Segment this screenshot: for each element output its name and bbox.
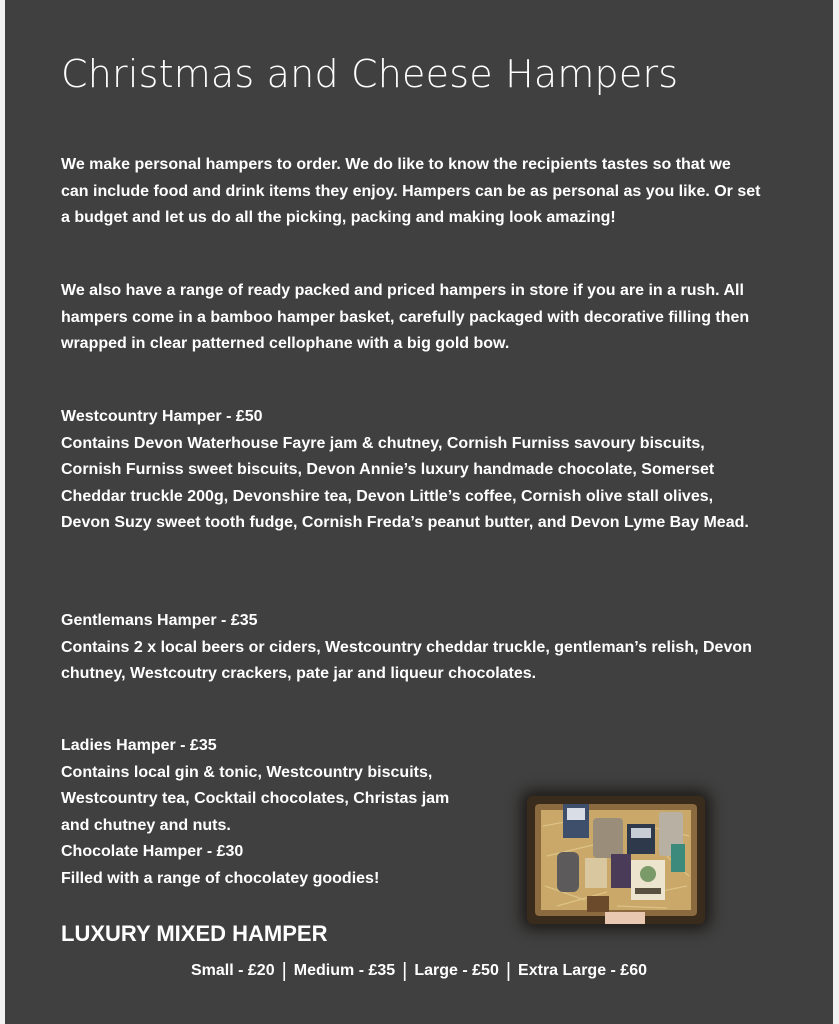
hamper-description: Contains Devon Waterhouse Fayre jam & chutney, Cornish Furniss savoury biscuits, Cornish Furniss sweet biscuits, Devon Annie’s luxury handmade chocolate, Somerset Cheddar truckle 200g, Devonshire tea, Devon Little’s coffee, Cornish olive stall olives, Devon Suzy sweet tooth fudge, Cornish Freda’s peanut butter, and Devon Lyme Bay Mead. xyxy=(61,434,749,531)
hamper-description: Contains 2 x local beers or ciders, Westcountry cheddar truckle, gentleman’s relish, Devon chutney, Westcoutry crackers, pate jar and liqueur chocolates. xyxy=(61,638,752,682)
hamper-name: Gentlemans Hamper - £35 xyxy=(61,612,258,629)
luxury-heading: LUXURY MIXED HAMPER xyxy=(61,921,328,946)
intro-paragraph-2: We also have a range of ready packed and priced hampers in store if you are in a rush. All hampers come in a bamboo hamper basket, carefully packaged with decorative filling then wrapped in clear patterned cellophane with a big gold bow. xyxy=(61,282,750,352)
hamper-gentlemans xyxy=(61,608,761,688)
hamper-westcountry xyxy=(61,404,761,537)
size-small: Small - £20 xyxy=(190,962,275,979)
intro-paragraph-1: We make personal hampers to order. We do like to know the recipients tastes so that we can include food and drink items they enjoy. Hampers can be as personal as you like. Or set a budget and let us do all the picking, packing and making look amazing! xyxy=(61,156,761,226)
size-extra-large: Extra Large - £60 xyxy=(518,962,647,979)
document-page xyxy=(5,0,833,1024)
hamper-name: Chocolate Hamper - £30 xyxy=(61,843,244,860)
hamper-photo xyxy=(527,796,705,924)
size-separator: | xyxy=(402,960,408,982)
hamper-basket-image xyxy=(527,796,705,924)
hamper-description: Contains local gin & tonic, Westcountry biscuits, Westcountry tea, Cocktail chocolates, Christas jam and chutney and nuts. xyxy=(61,763,450,834)
size-separator: | xyxy=(505,960,512,982)
hamper-name: Westcountry Hamper - £50 xyxy=(61,408,263,425)
luxury-sizes xyxy=(5,960,833,983)
hamper-description: Filled with a range of chocolatey goodies! xyxy=(61,869,380,887)
page-title: Christmas and Cheese Hampers xyxy=(61,52,679,96)
size-large: Large - £50 xyxy=(414,962,499,979)
hamper-name: Ladies Hamper - £35 xyxy=(61,737,217,754)
size-medium: Medium - £35 xyxy=(293,962,396,979)
size-separator: | xyxy=(281,960,287,982)
